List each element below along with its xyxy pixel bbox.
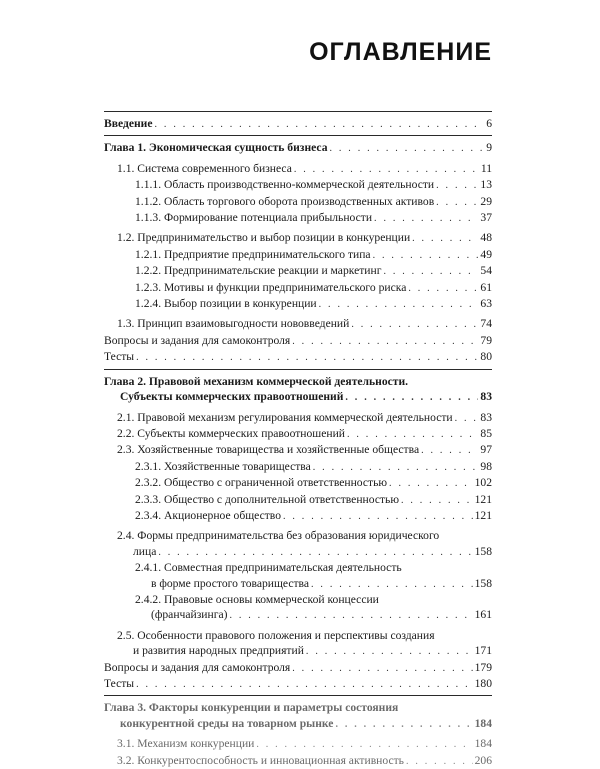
toc-entry-3-1[interactable]: 3.1. Механизм конкуренции . . . 184: [104, 736, 492, 752]
toc-entry-1-1-1[interactable]: 1.1.1. Область производственно-коммерческой деятельности . . . 13: [104, 177, 492, 193]
toc-entry-1-3[interactable]: 1.3. Принцип взаимовыгодности нововведений . . . 74: [104, 316, 492, 332]
toc-entry-intro[interactable]: Введение . . . 6: [104, 116, 492, 132]
toc-entry-chapter-1[interactable]: Глава 1. Экономическая сущность бизнеса . . . 9: [104, 140, 492, 156]
toc-entry-chapter-3[interactable]: Глава 3. Факторы конкуренции и параметры состояния конкурентной среды на товарном рынке . . . 184: [104, 700, 492, 732]
divider: [104, 111, 492, 112]
toc-entry-1-1[interactable]: 1.1. Система современного бизнеса . . . 11: [104, 161, 492, 177]
toc-entry-2-questions[interactable]: Вопросы и задания для самоконтроля . . . 179: [104, 660, 492, 676]
toc-entry-3-2[interactable]: 3.2. Конкурентоспособность и инновационная активность . . . 206: [104, 753, 492, 769]
toc-entry-1-2[interactable]: 1.2. Предпринимательство и выбор позиции в конкуренции . . . 48: [104, 230, 492, 246]
toc-entry-2-3-1[interactable]: 2.3.1. Хозяйственные товарищества . . . 98: [104, 459, 492, 475]
toc-entry-1-2-2[interactable]: 1.2.2. Предпринимательские реакции и маркетинг . . . 54: [104, 263, 492, 279]
toc-entry-1-tests[interactable]: Тесты . . . 80: [104, 349, 492, 365]
toc-entry-2-4[interactable]: 2.4. Формы предпринимательства без образования юридического лица . . . 158: [104, 528, 492, 560]
toc-entry-chapter-2[interactable]: Глава 2. Правовой механизм коммерческой деятельности. Субъекты коммерческих правоотношений . . . 83: [104, 374, 492, 406]
toc-entry-2-4-1[interactable]: 2.4.1. Совместная предпринимательская деятельность в форме простого товарищества . . . 158: [104, 560, 492, 592]
divider: [104, 135, 492, 136]
toc-entry-2-3[interactable]: 2.3. Хозяйственные товарищества и хозяйственные общества . . . 97: [104, 442, 492, 458]
toc-entry-1-2-1[interactable]: 1.2.1. Предприятие предпринимательского типа . . . 49: [104, 247, 492, 263]
divider: [104, 695, 492, 696]
toc-entry-2-4-2[interactable]: 2.4.2. Правовые основы коммерческой концессии (франчайзинга) . . . 161: [104, 592, 492, 624]
toc-entry-2-3-4[interactable]: 2.3.4. Акционерное общество . . . 121: [104, 508, 492, 524]
toc-entry-2-tests[interactable]: Тесты . . . 180: [104, 676, 492, 692]
toc-entry-1-1-2[interactable]: 1.1.2. Область торгового оборота производственных активов . . . 29: [104, 194, 492, 210]
toc-entry-2-1[interactable]: 2.1. Правовой механизм регулирования коммерческой деятельности . . . 83: [104, 410, 492, 426]
toc-entry-2-3-2[interactable]: 2.3.2. Общество с ограниченной ответственностью . . . 102: [104, 475, 492, 491]
toc-entry-1-1-3[interactable]: 1.1.3. Формирование потенциала прибыльности . . . 37: [104, 210, 492, 226]
toc-entry-2-3-3[interactable]: 2.3.3. Общество с дополнительной ответственностью . . . 121: [104, 492, 492, 508]
toc-entry-2-5[interactable]: 2.5. Особенности правового положения и перспективы создания и развития народных предприятий . . . 171: [104, 628, 492, 660]
toc-entry-1-2-3[interactable]: 1.2.3. Мотивы и функции предпринимательского риска . . . 61: [104, 280, 492, 296]
table-of-contents: [0, 111, 600, 769]
divider: [104, 369, 492, 370]
page-title: ОГЛАВЛЕНИЕ: [309, 38, 492, 66]
toc-entry-2-2[interactable]: 2.2. Субъекты коммерческих правоотношений . . . 85: [104, 426, 492, 442]
toc-entry-1-2-4[interactable]: 1.2.4. Выбор позиции в конкуренции . . . 63: [104, 296, 492, 312]
toc-entry-1-questions[interactable]: Вопросы и задания для самоконтроля . . . 79: [104, 333, 492, 349]
